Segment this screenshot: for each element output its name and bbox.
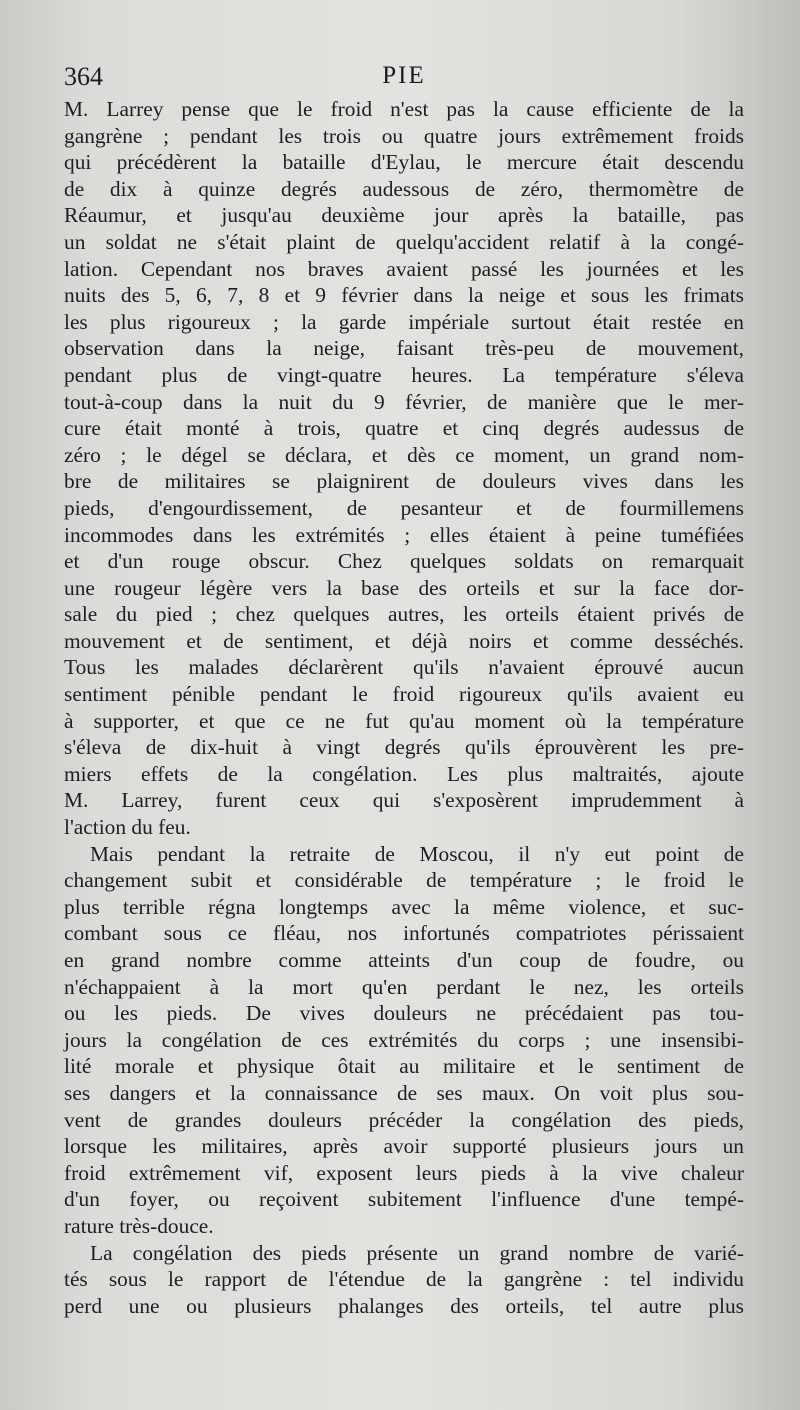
paragraph: [64, 96, 744, 841]
text-line: Mais pendant la retraite de Moscou, il n'y eut point de: [90, 841, 744, 866]
text-line: qui précédèrent la bataille d'Eylau, le mercure était descendu: [64, 150, 744, 175]
text-line: en grand nombre comme atteints d'un coup de foudre, ou: [64, 948, 744, 972]
text-line: incommodes dans les extrémités ; elles étaient à peine tuméfiées: [64, 522, 744, 547]
text-line: rature très-douce.: [64, 1213, 214, 1238]
text-line: tout-à-coup dans la nuit du 9 février, de manière que le mer-: [64, 389, 744, 414]
text-line: sale du pied ; chez quelques autres, les orteils étaient privés de: [64, 602, 744, 627]
text-line: l'action du feu.: [64, 815, 191, 840]
text-line: n'échappaient à la mort qu'en perdant le nez, les orteils: [64, 974, 744, 999]
running-head: PIE: [382, 62, 426, 89]
text-line: M. Larrey pense que le froid n'est pas la cause efficiente de la: [64, 97, 744, 121]
text-line: vent de grandes douleurs précéder la congélation des pieds,: [64, 1107, 744, 1132]
text-line: cure était monté à trois, quatre et cinq degrés audessus de: [64, 416, 744, 441]
text-line: ou les pieds. De vives douleurs ne précédaient pas tou-: [64, 1001, 744, 1026]
text-line: plus terrible régna longtemps avec la même violence, et suc-: [64, 894, 744, 919]
text-line: changement subit et considérable de température ; le froid le: [64, 868, 744, 893]
page-number: 364: [64, 62, 103, 91]
text-line: d'un foyer, ou reçoivent subitement l'influence d'une tempé-: [64, 1187, 744, 1212]
text-line: M. Larrey, furent ceux qui s'exposèrent imprudemment à: [64, 788, 744, 813]
text-line: tés sous le rapport de l'étendue de la gangrène : tel individu: [64, 1267, 744, 1292]
text-line: ses dangers et la connaissance de ses maux. On voit plus sou-: [64, 1080, 744, 1105]
text-line: s'éleva de dix-huit à vingt degrés qu'ils éprouvèrent les pre-: [64, 735, 744, 760]
text-line: miers effets de la congélation. Les plus maltraités, ajoute: [64, 761, 744, 786]
text-line: bre de militaires se plaignirent de douleurs vives dans les: [64, 469, 744, 494]
text-line: gangrène ; pendant les trois ou quatre jours extrêmement froids: [64, 123, 744, 148]
text-line: combant sous ce fléau, nos infortunés compatriotes périssaient: [64, 921, 744, 946]
text-line: froid extrêmement vif, exposent leurs pieds à la vive chaleur: [64, 1160, 744, 1185]
text-line: lorsque les militaires, après avoir supporté plusieurs jours un: [64, 1134, 744, 1159]
text-line: jours la congélation de ces extrémités du corps ; une insensibi-: [64, 1027, 744, 1052]
text-line: un soldat ne s'était plaint de quelqu'accident relatif à la congé-: [64, 229, 744, 254]
text-line: de dix à quinze degrés audessous de zéro, thermomètre de: [64, 176, 744, 201]
body-text: [64, 96, 744, 1319]
text-line: sentiment pénible pendant le froid rigoureux qu'ils avaient eu: [64, 682, 744, 707]
text-line: mouvement et de sentiment, et déjà noirs et comme desséchés.: [64, 628, 744, 653]
paragraph: [64, 841, 744, 1240]
text-line: à supporter, et que ce ne fut qu'au moment où la température: [64, 708, 744, 733]
text-line: zéro ; le dégel se déclara, et dès ce moment, un grand nom-: [64, 442, 744, 467]
text-line: observation dans la neige, faisant très-peu de mouvement,: [64, 336, 744, 361]
text-line: et d'un rouge obscur. Chez quelques soldats on remarquait: [64, 549, 744, 574]
paragraph: [64, 1240, 744, 1320]
text-line: pendant plus de vingt-quatre heures. La température s'éleva: [64, 362, 744, 387]
page-header: [64, 62, 744, 96]
text-line: une rougeur légère vers la base des orteils et sur la face dor-: [64, 575, 744, 600]
text-line: La congélation des pieds présente un grand nombre de varié-: [90, 1240, 744, 1265]
text-line: pieds, d'engourdissement, de pesanteur et de fourmillemens: [64, 495, 744, 520]
text-line: perd une ou plusieurs phalanges des orteils, tel autre plus: [64, 1293, 744, 1318]
text-line: Tous les malades déclarèrent qu'ils n'avaient éprouvé aucun: [64, 655, 744, 680]
text-line: lation. Cependant nos braves avaient passé les journées et les: [64, 256, 744, 281]
text-line: Réaumur, et jusqu'au deuxième jour après la bataille, pas: [64, 203, 744, 228]
text-line: les plus rigoureux ; la garde impériale surtout était restée en: [64, 309, 744, 334]
text-line: lité morale et physique ôtait au militaire et le sentiment de: [64, 1054, 744, 1079]
text-line: nuits des 5, 6, 7, 8 et 9 février dans la neige et sous les frimats: [64, 283, 744, 308]
